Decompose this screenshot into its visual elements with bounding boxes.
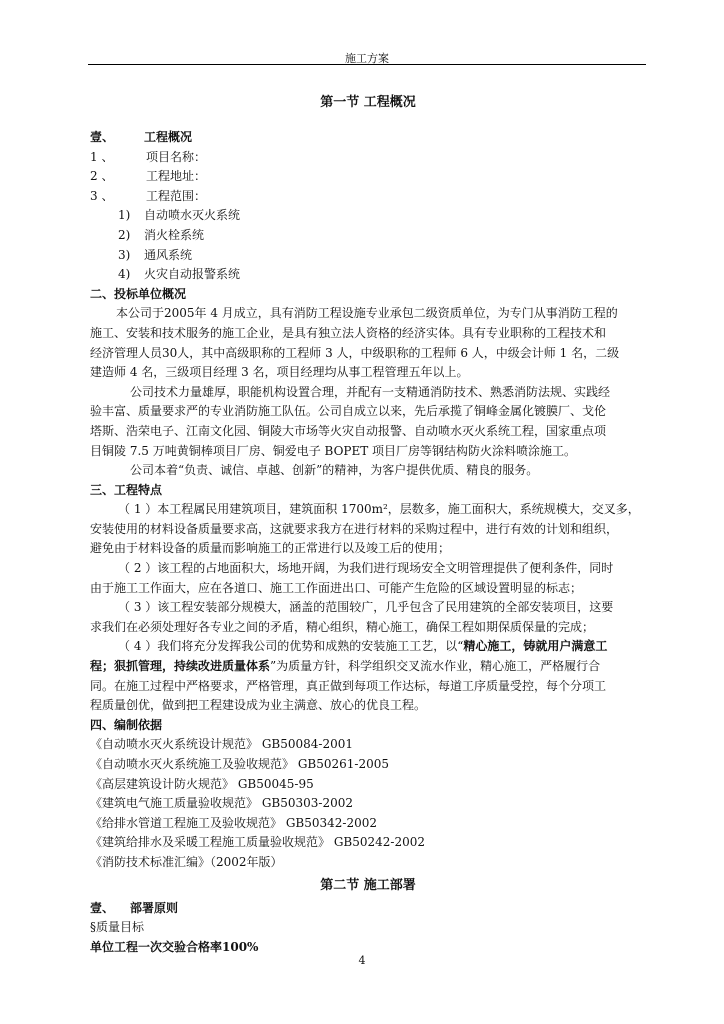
part4-heading: 四、编制依据 [90, 717, 163, 732]
reference-item: 《给排水管道工程施工及验收规范》 GB50342-2002 [90, 815, 377, 830]
part3-heading: 三、工程特点 [90, 482, 163, 497]
paragraph-line: （ 2 ）该工程的占地面积大，场地开阔，为我们进行现场安全文明管理提供了便利条件，同时 [118, 561, 614, 576]
list-item: 3 、 工程范围： [90, 188, 207, 203]
paragraph-line: 目铜陵 7.5 万吨黄铜棒项目厂房、铜爱电子 BOPET 项目厂房等钢结构防火涂料喷涂施工。 [90, 443, 577, 458]
paragraph-line: 避免由于材料设备的质量而影响施工的正常进行以及竣工后的使用； [90, 541, 451, 556]
paragraph-line: 建造师 4 名，三级项目经理 3 名，项目经理均从事工程管理五年以上。 [90, 365, 469, 380]
paragraph-line: 塔斯、浩荣电子、江南文化园、铜陵大市场等火灾自动报警、自动喷水灭火系统工程，国家重点项 [90, 423, 607, 438]
part2-heading: 二、投标单位概况 [90, 286, 187, 301]
reference-item: 《高层建筑设计防火规范》 GB50045-95 [90, 776, 314, 791]
scope-item: 2) 消火栓系统 [118, 227, 205, 242]
reference-item: 《消防技术标准汇编》（2002年版） [90, 854, 283, 869]
page-number: 4 [358, 954, 366, 967]
part1-heading-text: 工程概况 [144, 130, 193, 144]
quality-label: §质量目标 [90, 920, 145, 935]
paragraph-line: 本公司于2005年 4 月成立，具有消防工程设施专业承包二级资质单位，为专门从事消防工程的 [116, 306, 618, 321]
paragraph-line: 验丰富、质量要求严的专业消防施工队伍。公司自成立以来，先后承揽了铜峰金属化镀膜厂、戈伦 [90, 404, 607, 419]
list-item: 1 、 项目名称： [90, 149, 207, 164]
paragraph-line: 程质量创优，做到把工程建设成为业主满意、放心的优良工程。 [90, 698, 427, 713]
paragraph-line: 施工、安装和技术服务的施工企业，是具有独立法人资格的经济实体。具有专业职称的工程技术和 [90, 325, 607, 340]
section2-part1-heading-text: 部署原则 [130, 900, 179, 915]
section2-part1-heading [90, 899, 646, 919]
scope-item: 1) 自动喷水灭火系统 [118, 208, 241, 223]
paragraph-line: 公司本着“负责、诚信、卓越、创新”的精神，为客户提供优质、精良的服务。 [130, 463, 539, 478]
paragraph-line: （ 4 ）我们将充分发挥我公司的优势和成熟的安装施工工艺，以“精心施工，铸就用户满意工 [118, 639, 608, 654]
document-body [90, 90, 646, 957]
reference-item: 《自动喷水灭火系统设计规范》 GB50084-2001 [90, 737, 353, 752]
paragraph-line: 由于施工工作面大，应在各道口、施工工作面进出口、可能产生危险的区域设置明显的标志； [90, 580, 583, 595]
paragraph-line: 公司技术力量雄厚，职能机构设置合理，并配有一支精通消防技术、熟悉消防法规、实践经 [130, 384, 611, 399]
paragraph-line: 安装使用的材料设备质量要求高，这就要求我方在进行材料的采购过程中，进行有效的计划和组织， [90, 521, 619, 536]
paragraph-line: 程；狠抓管理，持续改进质量体系”为质量方针，科学组织交叉流水作业，精心施工，严格履行合 [90, 659, 601, 674]
list-item: 2 、 工程地址： [90, 169, 207, 184]
quality-goal: 单位工程一次交验合格率100% [90, 939, 259, 954]
paragraph-line: （ 1 ）本工程属民用建筑项目，建筑面积 1700m²，层数多，施工面积大，系统规模大，交叉多， [118, 502, 640, 517]
paragraph-line: 经济管理人员30人，其中高级职称的工程师 3 人，中级职称的工程师 6 人，中级会计师 1 名，二级 [90, 345, 620, 360]
page-header: 施工方案 [345, 52, 389, 65]
paragraph-line: （ 3 ）该工程安装部分规模大，涵盖的范围较广，几乎包含了民用建筑的全部安装项目，这要 [118, 600, 614, 615]
part1-label: 壹、 [90, 130, 115, 144]
reference-item: 《建筑电气施工质量验收规范》 GB50303-2002 [90, 796, 353, 811]
scope-item: 4) 火灾自动报警系统 [118, 267, 241, 282]
header-divider [88, 64, 646, 65]
paragraph-line: 求我们在必须处理好各专业之间的矛盾，精心组织，精心施工，确保工程如期保质保量的完成； [90, 619, 595, 634]
reference-item: 《自动喷水灭火系统施工及验收规范》 GB50261-2005 [90, 757, 389, 771]
section1-title: 第一节 工程概况 [320, 95, 416, 110]
section2-part1-label: 壹、 [90, 900, 115, 915]
paragraph-line: 同。在施工过程中严格要求，严格管理，真正做到每项工作达标，每道工序质量受控，每个分项工 [90, 678, 607, 693]
part1-heading [90, 128, 646, 148]
scope-item: 3) 通风系统 [118, 247, 193, 262]
reference-item: 《建筑给排水及采暖工程施工质量验收规范》 GB50242-2002 [90, 835, 425, 850]
section2-title: 第二节 施工部署 [320, 877, 416, 893]
